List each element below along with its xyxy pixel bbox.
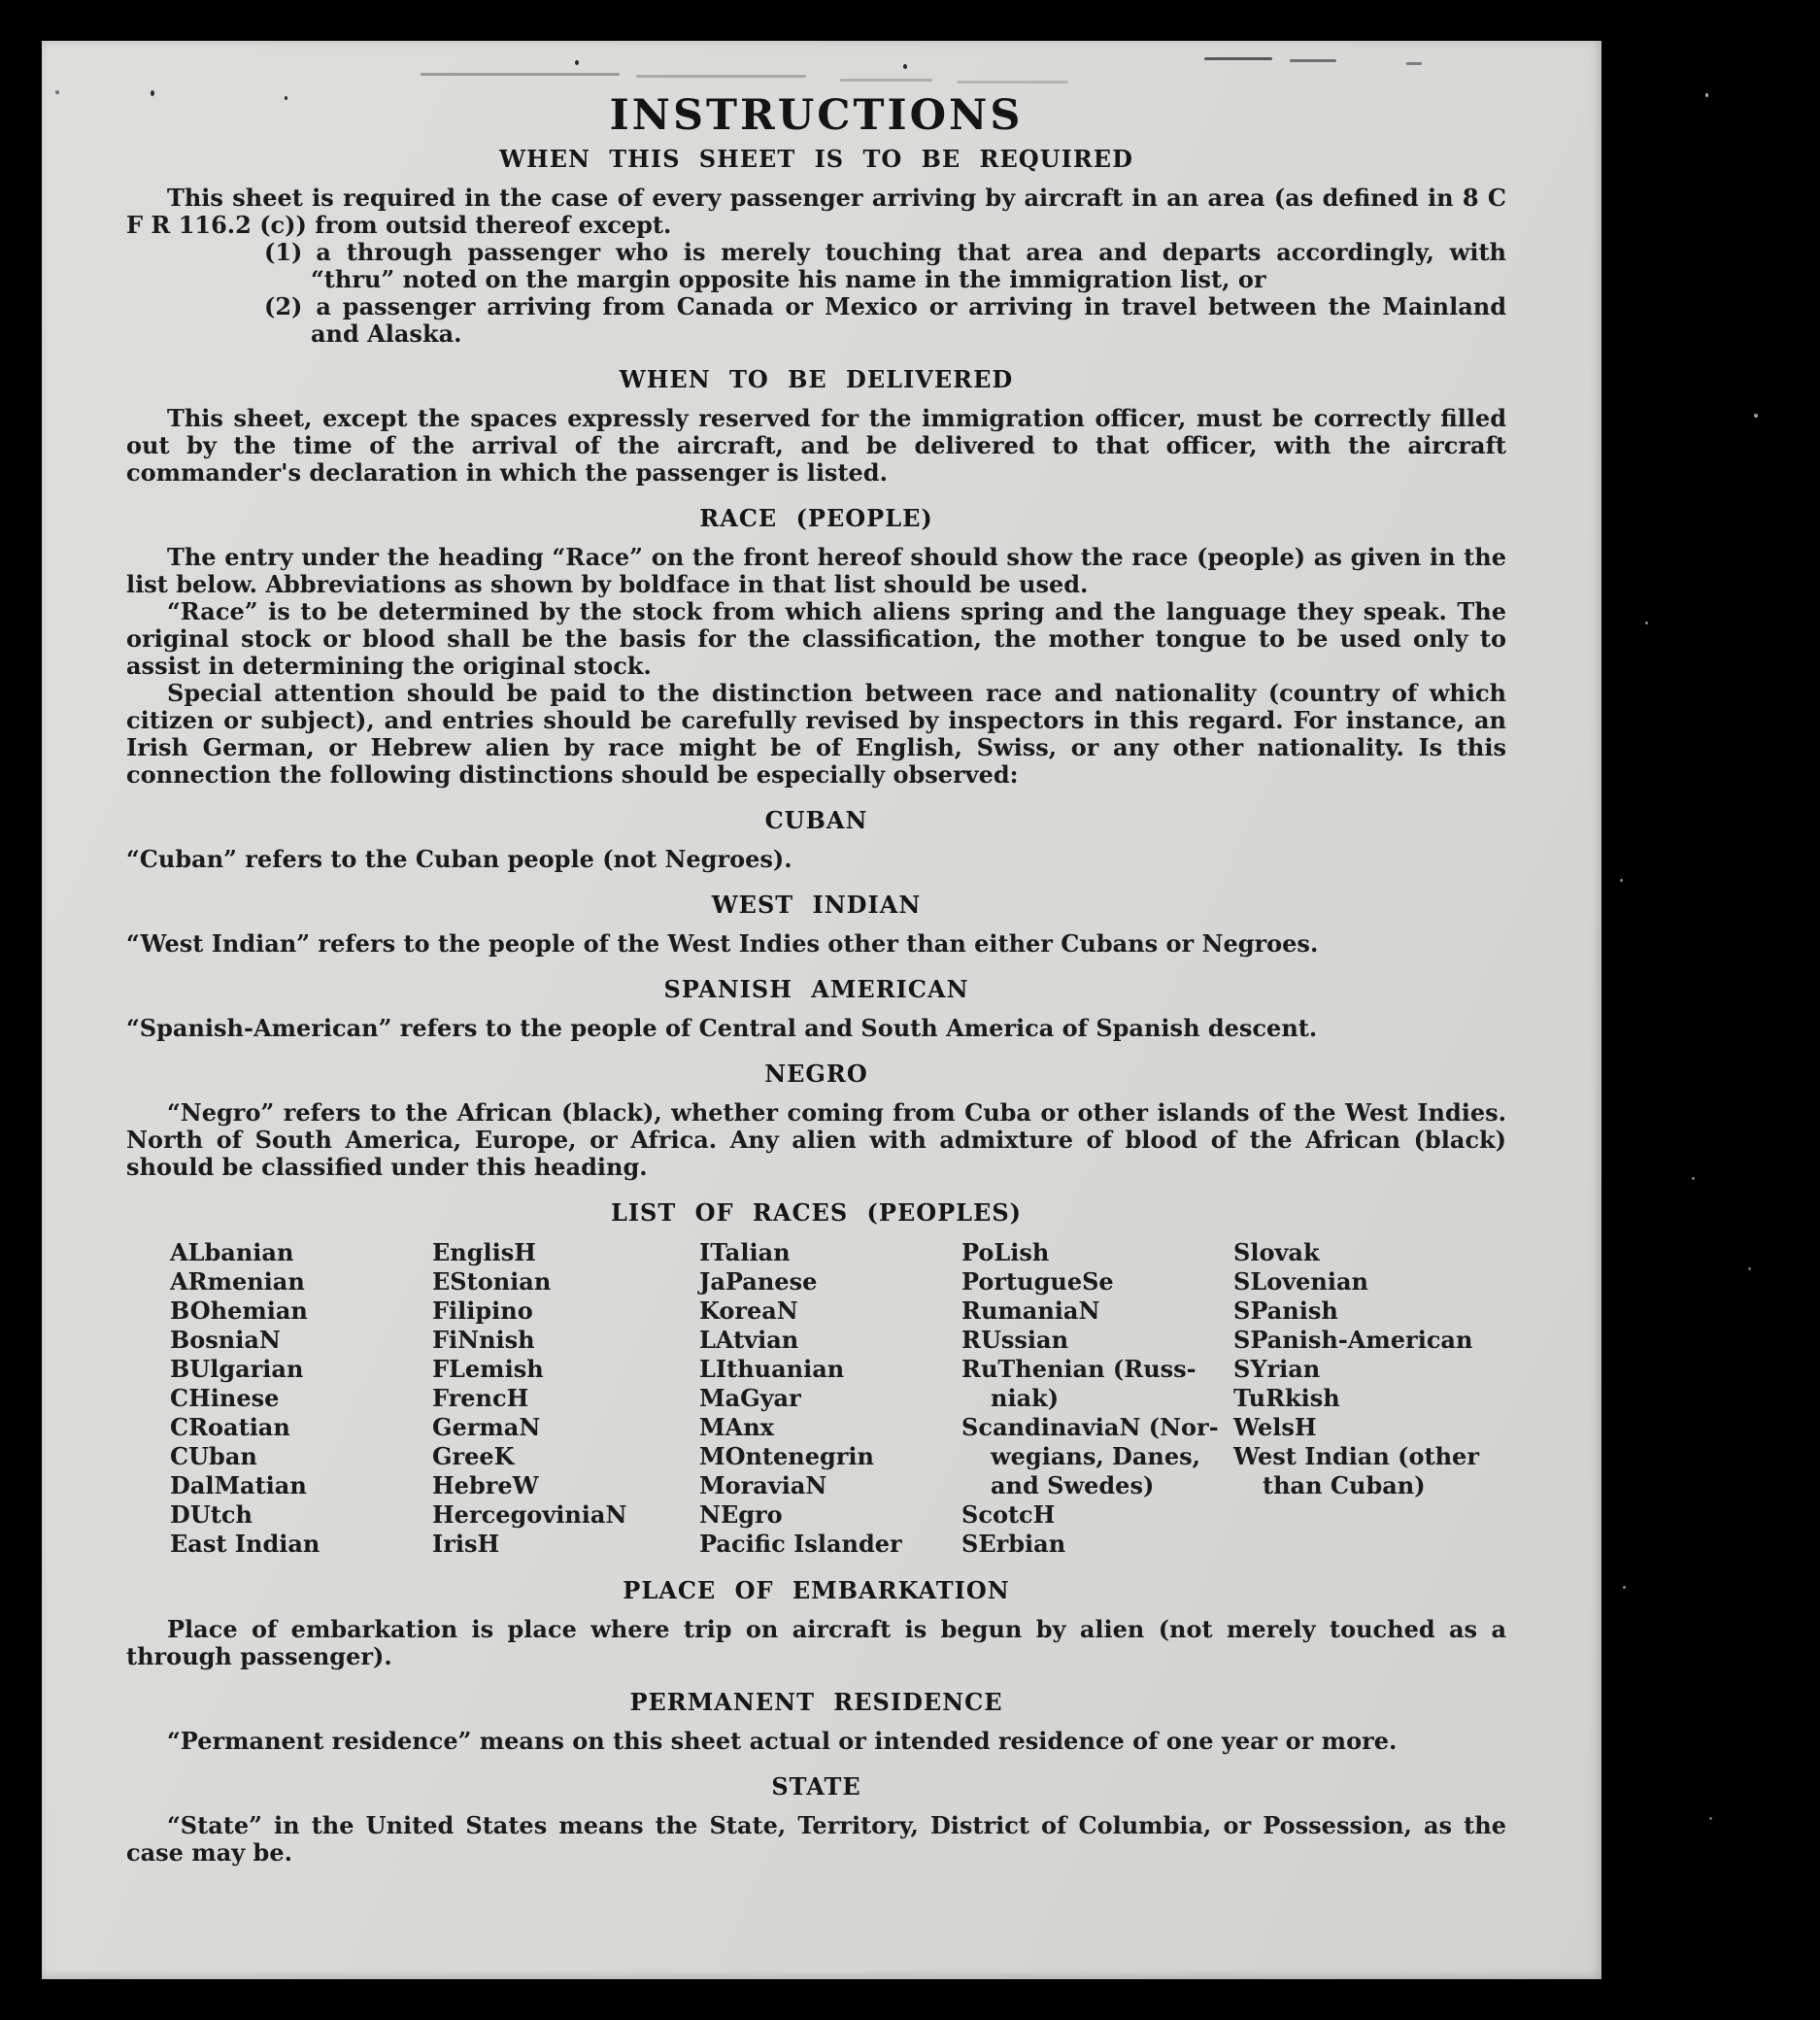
- race-item: DUtch: [170, 1500, 253, 1529]
- item-marker: (2): [264, 292, 303, 320]
- scan-scratch: [1290, 59, 1336, 62]
- scan-scratch: [1204, 57, 1272, 60]
- race-item: SPanish-American: [1233, 1326, 1473, 1354]
- scan-speck: [1748, 1267, 1751, 1270]
- paragraph-embarkation: Place of embarkation is place where trip on aircraft is begun by alien (not merely touched as a through passenger).: [126, 1615, 1506, 1670]
- scan-scratch: [1406, 62, 1422, 65]
- race-item: ScotcH: [961, 1500, 1056, 1529]
- section-heading-permanent-residence: PERMANENT RESIDENCE: [629, 1688, 1003, 1716]
- paragraph-when-delivered: This sheet, except the spaces expressly reserved for the immigration officer, must be correctly filled out by the time of the arrival of the aircraft, and be delivered to that officer, with the aircraft commander's declaration in which the passenger is listed.: [126, 404, 1506, 487]
- section-heading-races-list: LIST OF RACES (PEOPLES): [610, 1198, 1023, 1227]
- race-item: GermaN: [432, 1413, 541, 1441]
- race-item-continuation: wegians, Danes,: [991, 1442, 1200, 1470]
- race-item: Filipino: [432, 1296, 533, 1325]
- race-item: West Indian (other: [1233, 1442, 1479, 1470]
- race-item: East Indian: [170, 1530, 320, 1558]
- races-list: [170, 1238, 1506, 1559]
- race-item: ITalian: [699, 1238, 791, 1266]
- section-heading-negro: NEGRO: [764, 1060, 868, 1088]
- races-column-3: [699, 1238, 961, 1559]
- races-column-4: [961, 1238, 1233, 1559]
- race-item: HercegoviniaN: [432, 1500, 627, 1529]
- item-marker: (1): [264, 238, 303, 266]
- race-item: PoLish: [961, 1238, 1050, 1266]
- item-text: a passenger arriving from Canada or Mexico or arriving in travel between the Mainland and Alaska.: [311, 292, 1506, 348]
- numbered-item-2: [264, 292, 1506, 348]
- race-item: ALbanian: [170, 1238, 294, 1266]
- race-item: IrisH: [432, 1530, 500, 1558]
- race-item-continuation: and Swedes): [991, 1471, 1155, 1499]
- section-heading-embarkation: PLACE OF EMBARKATION: [623, 1576, 1010, 1604]
- race-item: MAnx: [699, 1413, 774, 1441]
- paragraph-spanish-american: “Spanish-American” refers to the people of Central and South America of Spanish descent.: [126, 1014, 1318, 1042]
- section-heading-spanish-american: SPANISH AMERICAN: [663, 975, 969, 1003]
- scan-speck: [1709, 1817, 1712, 1820]
- races-column-5: [1233, 1238, 1506, 1559]
- scan-speck: [1705, 93, 1708, 97]
- paragraph-race-3: Special attention should be paid to the distinction between race and nationality (country of which citizen or subject), and entries should be carefully revised by inspectors in this regard. For instance, an Irish German, or Hebrew alien by race might be of English, Swiss, or any other nationality. Is this connection the following distinctions should be especially observed:: [126, 679, 1506, 789]
- race-item: KoreaN: [699, 1296, 798, 1325]
- race-item: Slovak: [1233, 1238, 1320, 1266]
- race-item: MoraviaN: [699, 1471, 827, 1499]
- race-item: FrencH: [432, 1384, 529, 1412]
- race-item: DalMatian: [170, 1471, 307, 1499]
- race-item: WelsH: [1233, 1413, 1317, 1441]
- race-item: CRoatian: [170, 1413, 290, 1441]
- race-item: SPanish: [1233, 1296, 1338, 1325]
- race-item: PortugueSe: [961, 1267, 1114, 1296]
- paragraph-when-required-intro: This sheet is required in the case of every passenger arriving by aircraft in an area (as defined in 8 C F R 116.2 (c)) from outsid thereof except.: [126, 184, 1506, 239]
- paragraph-cuban: “Cuban” refers to the Cuban people (not Negroes).: [126, 845, 792, 873]
- race-item: BosniaN: [170, 1326, 281, 1354]
- paragraph-negro: “Negro” refers to the African (black), whether coming from Cuba or other islands of the West Indies. North of South America, Europe, or Africa. Any alien with admixture of blood of the African (black) should be classified under this heading.: [126, 1098, 1506, 1181]
- race-item: BUlgarian: [170, 1355, 304, 1383]
- race-item: EStonian: [432, 1267, 552, 1296]
- race-item: FiNnish: [432, 1326, 535, 1354]
- race-item: MOntenegrin: [699, 1442, 874, 1470]
- race-item: NEgro: [699, 1500, 783, 1529]
- race-item-continuation: niak): [991, 1384, 1060, 1412]
- scan-speck: [55, 90, 59, 94]
- paragraph-race-1: The entry under the heading “Race” on the front hereof should show the race (people) as given in the list below. Abbreviations as shown by boldface in that list should be used.: [126, 543, 1506, 598]
- race-item: ARmenian: [170, 1267, 305, 1296]
- race-item: RuThenian (Russ-: [961, 1355, 1196, 1383]
- race-item: SErbian: [961, 1530, 1066, 1558]
- document-content: [126, 41, 1506, 1867]
- race-item: HebreW: [432, 1471, 539, 1499]
- race-item: Pacific Islander: [699, 1530, 902, 1558]
- race-item: CUban: [170, 1442, 257, 1470]
- page-title: INSTRUCTIONS: [609, 91, 1024, 140]
- race-item: MaGyar: [699, 1384, 801, 1412]
- race-item: ScandinaviaN (Nor-: [961, 1413, 1219, 1441]
- race-item: GreeK: [432, 1442, 515, 1470]
- paragraph-west-indian: “West Indian” refers to the people of the West Indies other than either Cubans or Negroes.: [126, 929, 1319, 958]
- scan-speck: [1623, 1586, 1626, 1589]
- scan-speck: [1692, 1177, 1695, 1180]
- paragraph-permanent-residence: “Permanent residence” means on this sheet actual or intended residence of one year or more.: [167, 1727, 1398, 1755]
- race-item: RumaniaN: [961, 1296, 1100, 1325]
- races-column-1: [170, 1238, 432, 1559]
- race-item: BOhemian: [170, 1296, 308, 1325]
- race-item: FLemish: [432, 1355, 544, 1383]
- section-heading-state: STATE: [771, 1772, 861, 1801]
- section-heading-when-required: WHEN THIS SHEET IS TO BE REQUIRED: [499, 145, 1133, 173]
- paragraph-state: “State” in the United States means the State, Territory, District of Columbia, or Possession, as the case may be.: [126, 1811, 1506, 1867]
- race-item-continuation: than Cuban): [1263, 1471, 1426, 1499]
- scan-speck: [1754, 414, 1758, 418]
- numbered-item-1: [264, 238, 1506, 293]
- section-heading-cuban: CUBAN: [764, 806, 868, 834]
- race-item: RUssian: [961, 1326, 1069, 1354]
- item-text: a through passenger who is merely touching that area and departs accordingly, with “thru” noted on the margin opposite his name in the immigration list, or: [311, 238, 1506, 293]
- section-heading-west-indian: WEST INDIAN: [711, 891, 922, 919]
- paragraph-race-2: “Race” is to be determined by the stock from which aliens spring and the language they speak. The original stock or blood shall be the basis for the classification, the mother tongue to be used only to assist in determining the original stock.: [126, 597, 1506, 680]
- scan-speck: [1645, 622, 1648, 624]
- scan-speck: [1620, 879, 1623, 882]
- races-column-2: [432, 1238, 699, 1559]
- race-item: EnglisH: [432, 1238, 536, 1266]
- race-item: SLovenian: [1233, 1267, 1368, 1296]
- race-item: LIthuanian: [699, 1355, 845, 1383]
- section-heading-race-people: RACE (PEOPLE): [699, 504, 933, 532]
- race-item: CHinese: [170, 1384, 280, 1412]
- race-item: TuRkish: [1233, 1384, 1340, 1412]
- race-item: LAtvian: [699, 1326, 799, 1354]
- race-item: JaPanese: [699, 1267, 818, 1296]
- race-item: SYrian: [1233, 1355, 1321, 1383]
- document-sheet: [42, 41, 1601, 1979]
- section-heading-when-delivered: WHEN TO BE DELIVERED: [619, 365, 1014, 393]
